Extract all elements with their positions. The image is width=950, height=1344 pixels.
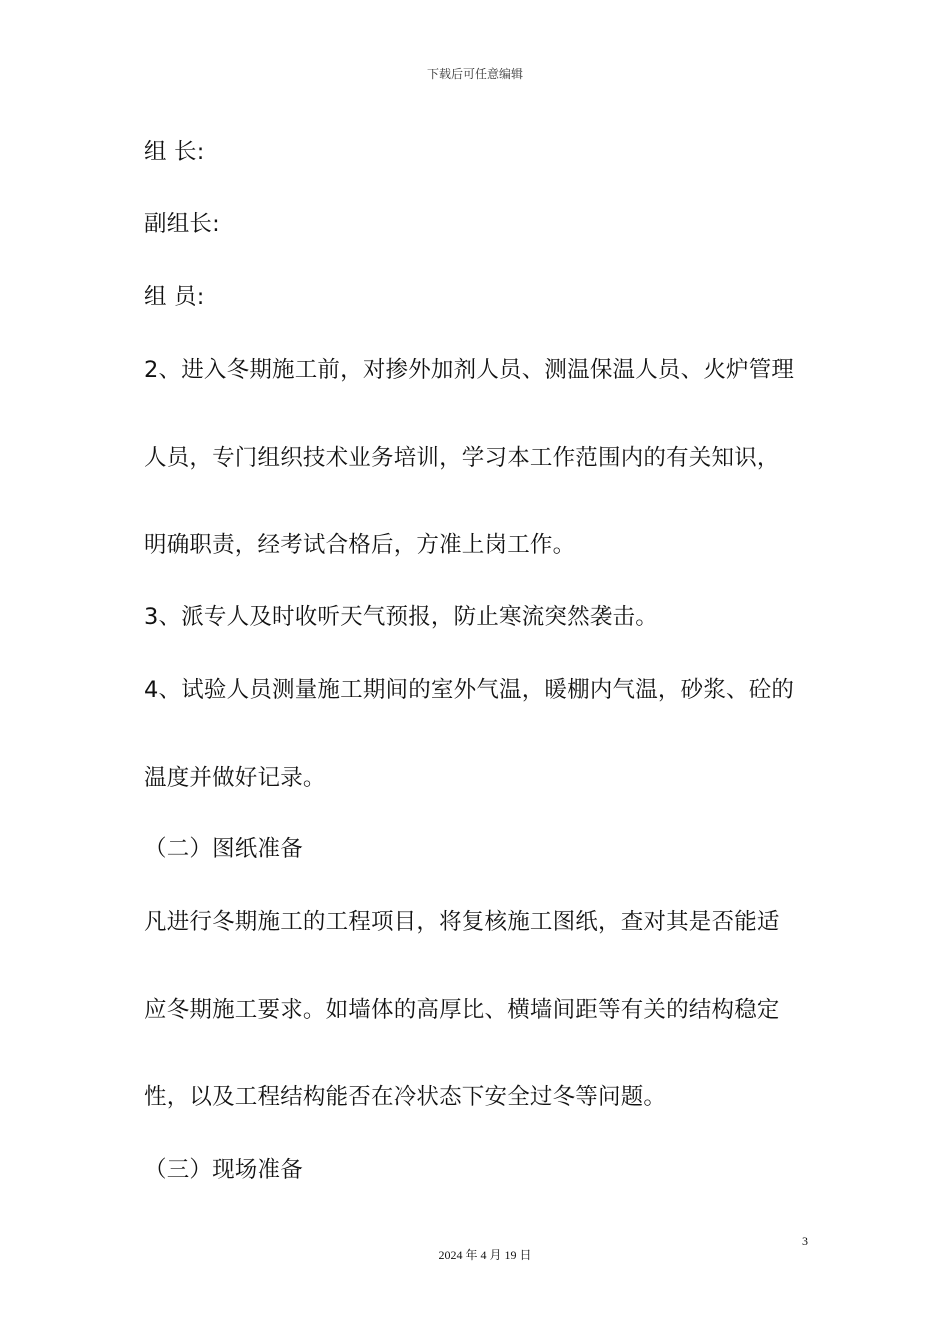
page-number: 3 xyxy=(802,1234,808,1248)
member-line: 组 员: xyxy=(144,284,205,310)
paragraph-line: 明确职责，经考试合格后，方准上岗工作。 xyxy=(144,532,576,558)
section-heading: （二）图纸准备 xyxy=(144,836,303,862)
footer-date: 2024 年 4 月 19 日 xyxy=(438,1248,532,1262)
paragraph-line: 性，以及工程结构能否在冷状态下安全过冬等问题。 xyxy=(144,1084,667,1110)
paragraph-line: 2、进入冬期施工前，对掺外加剂人员、测温保温人员、火炉管理 xyxy=(144,357,795,383)
leader-line: 组 长: xyxy=(144,139,205,165)
paragraph-line: 凡进行冬期施工的工程项目，将复核施工图纸，查对其是否能适 xyxy=(144,909,780,935)
paragraph-line: 4、试验人员测量施工期间的室外气温，暖棚内气温，砂浆、砼的 xyxy=(144,677,795,703)
section-heading: （三）现场准备 xyxy=(144,1157,303,1183)
paragraph-line: 人员，专门组织技术业务培训，学习本工作范围内的有关知识， xyxy=(144,445,780,471)
paragraph-line: 应冬期施工要求。如墙体的高厚比、横墙间距等有关的结构稳定 xyxy=(144,997,780,1023)
page-header: 下载后可任意编辑 xyxy=(426,67,523,81)
paragraph-line: 温度并做好记录。 xyxy=(144,765,326,791)
deputy-leader-line: 副组长: xyxy=(144,211,220,237)
paragraph-line: 3、派专人及时收听天气预报，防止寒流突然袭击。 xyxy=(144,604,658,630)
